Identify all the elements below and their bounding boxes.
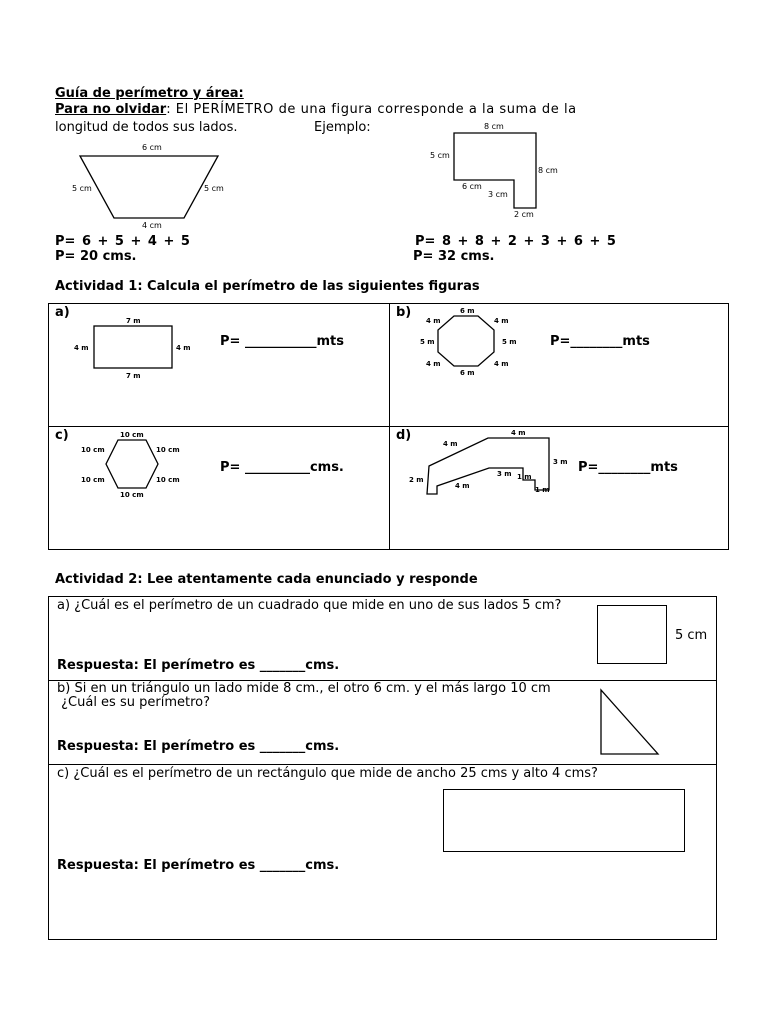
oct-br-label: 4 m xyxy=(494,360,509,368)
oct-right-label: 5 m xyxy=(502,338,517,346)
comp-diag-bottom-label: 4 m xyxy=(455,482,470,490)
hex-bottom-label: 10 cm xyxy=(120,491,144,499)
hex-tl-label: 10 cm xyxy=(81,446,105,454)
reminder-line-1 xyxy=(55,102,672,117)
triangle-figure xyxy=(598,688,662,756)
trapezoid-right-label: 5 cm xyxy=(204,184,224,193)
trapezoid-result: P= 20 cms. xyxy=(55,249,137,264)
cell-a-letter: a) xyxy=(55,305,70,320)
rect-right-label: 4 m xyxy=(176,344,191,352)
example-label: Ejemplo: xyxy=(314,120,371,135)
question-c: c) ¿Cuál es el perímetro de un rectángulo que mide de ancho 25 cms y alto 4 cms? xyxy=(57,766,598,781)
lshape-result: P= 32 cms. xyxy=(413,249,495,264)
oct-bottom-label: 6 m xyxy=(460,369,475,377)
oct-top-label: 6 m xyxy=(460,307,475,315)
hexagon-figure xyxy=(78,428,188,500)
reminder-text: : El PERÍMETRO de una figura corresponde a la suma de la xyxy=(166,102,577,117)
cell-c-letter: c) xyxy=(55,428,69,443)
trapezoid-sum: P= 6 + 5 + 4 + 5 xyxy=(55,234,190,249)
rect-left-label: 4 m xyxy=(74,344,89,352)
rectangle-figure xyxy=(70,314,200,380)
trapezoid-left-label: 5 cm xyxy=(72,184,92,193)
lshape-right-label: 8 cm xyxy=(538,166,558,175)
rect-top-label: 7 m xyxy=(126,317,141,325)
octagon-figure xyxy=(418,305,518,377)
trapezoid-figure xyxy=(68,140,238,232)
composite-figure xyxy=(405,426,573,496)
square-figure xyxy=(597,605,667,664)
lshape-figure xyxy=(428,120,564,224)
oct-left-label: 5 m xyxy=(420,338,435,346)
lshape-left-label: 5 cm xyxy=(430,151,450,160)
activity2-title: Actividad 2: Lee atentamente cada enunciado y responde xyxy=(55,572,478,587)
lshape-sum: P= 8 + 8 + 2 + 3 + 6 + 5 xyxy=(415,234,616,249)
page-title: Guía de perímetro y área: xyxy=(55,86,244,101)
comp-diag-top-label: 4 m xyxy=(443,440,458,448)
square-side-label: 5 cm xyxy=(675,628,708,643)
rectangle-25x4-figure xyxy=(443,789,685,852)
hex-top-label: 10 cm xyxy=(120,431,144,439)
lshape-top-label: 8 cm xyxy=(484,122,504,131)
comp-top-label: 4 m xyxy=(511,429,526,437)
question-b-line1: b) Si en un triángulo un lado mide 8 cm., el otro 6 cm. y el más largo 10 cm xyxy=(57,681,551,696)
hex-bl-label: 10 cm xyxy=(81,476,105,484)
activity1-title: Actividad 1: Calcula el perímetro de las siguientes figuras xyxy=(55,279,480,294)
question-a: a) ¿Cuál es el perímetro de un cuadrado que mide en uno de sus lados 5 cm? xyxy=(57,598,562,613)
comp-step1-label: 1 m xyxy=(517,473,532,481)
hex-tr-label: 10 cm xyxy=(156,446,180,454)
activity1-row-divider xyxy=(48,426,729,427)
rect-bottom-label: 7 m xyxy=(126,372,141,380)
cell-d-letter: d) xyxy=(396,428,412,443)
activity2-divider-2 xyxy=(48,764,717,765)
cell-c-answer[interactable]: P= __________cms. xyxy=(220,460,344,475)
answer-c[interactable]: Respuesta: El perímetro es _______cms. xyxy=(57,858,340,873)
oct-bl-label: 4 m xyxy=(426,360,441,368)
comp-step-h-label: 3 m xyxy=(497,470,512,478)
lshape-inner-h-label: 6 cm xyxy=(462,182,482,191)
cell-b-letter: b) xyxy=(396,305,412,320)
trapezoid-top-label: 6 cm xyxy=(142,143,162,152)
lshape-inner-v-label: 3 cm xyxy=(488,190,508,199)
hex-br-label: 10 cm xyxy=(156,476,180,484)
comp-step2-label: 1 m xyxy=(535,486,550,494)
cell-d-answer[interactable]: P=________mts xyxy=(578,460,678,475)
question-b-line2: ¿Cuál es su perímetro? xyxy=(57,695,210,710)
oct-tr-label: 4 m xyxy=(494,317,509,325)
lshape-bottom-label: 2 cm xyxy=(514,210,534,219)
comp-right-label: 3 m xyxy=(553,458,568,466)
cell-b-answer[interactable]: P=________mts xyxy=(550,334,650,349)
oct-tl-label: 4 m xyxy=(426,317,441,325)
answer-a[interactable]: Respuesta: El perímetro es _______cms. xyxy=(57,658,340,673)
reminder-line-2: longitud de todos sus lados. xyxy=(55,120,238,135)
comp-left-label: 2 m xyxy=(409,476,424,484)
answer-b[interactable]: Respuesta: El perímetro es _______cms. xyxy=(57,739,340,754)
trapezoid-bottom-label: 4 cm xyxy=(142,221,162,230)
reminder-label: Para no olvidar xyxy=(55,102,167,117)
cell-a-answer[interactable]: P= ___________mts xyxy=(220,334,344,349)
